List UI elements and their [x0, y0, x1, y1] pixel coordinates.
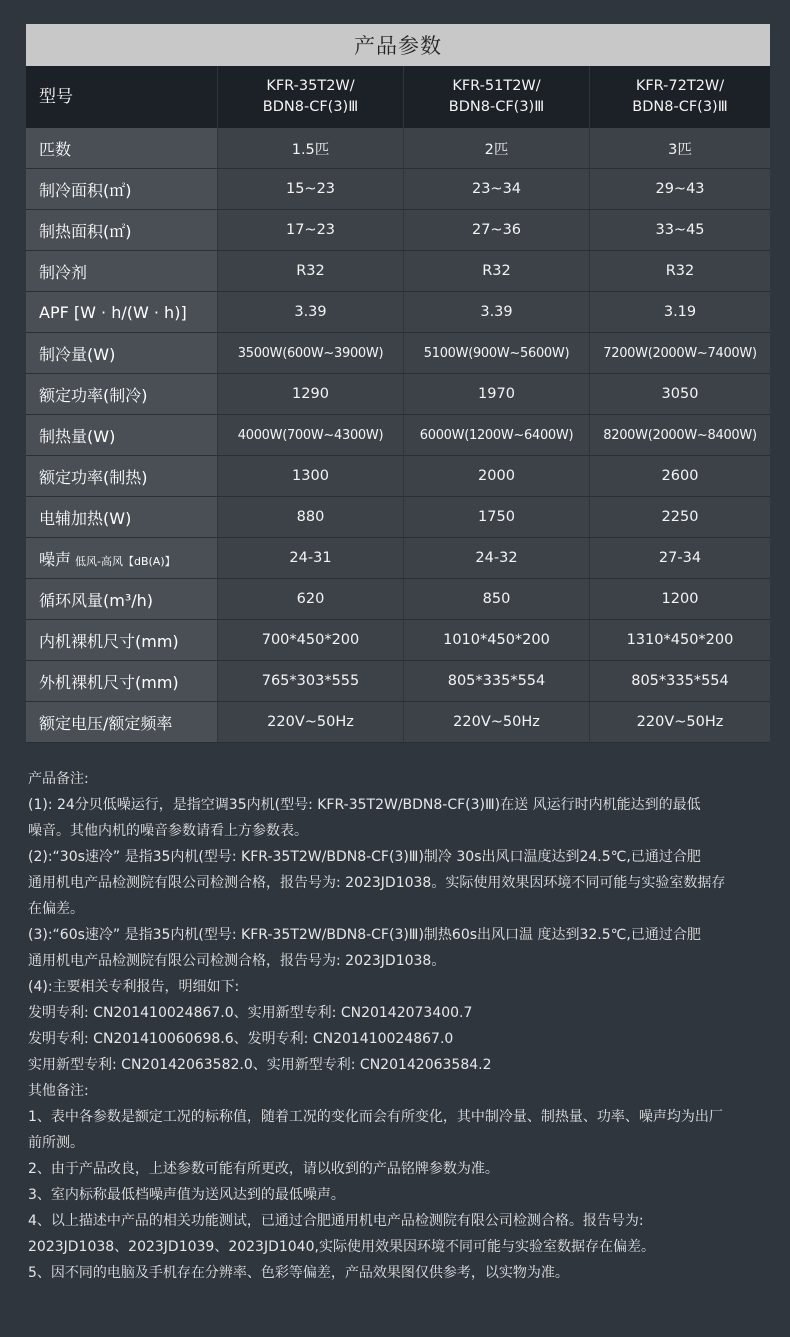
note-line: 噪音。其他内机的噪音参数请看上方参数表。	[28, 823, 308, 839]
spec-value: 1300	[217, 456, 403, 497]
spec-row	[26, 497, 770, 538]
spec-label-text: 内机裸机尺寸(mm)	[39, 631, 179, 651]
spec-label-text: 循环风量(m³/h)	[39, 590, 154, 610]
note-line: (3):“60s速冷” 是指35内机(型号: KFR-35T2W/BDN8-CF(3)Ⅲ)制热60s出风口温 度达到32.5℃,已通过合肥	[28, 927, 701, 943]
spec-label-text: 制冷剂	[39, 262, 88, 282]
spec-label	[26, 497, 217, 538]
spec-value: 1200	[589, 579, 770, 620]
spec-row	[26, 210, 770, 251]
spec-value: 17~23	[217, 210, 403, 251]
spec-value: 1010*450*200	[403, 620, 589, 661]
note-line: 其他备注:	[28, 1083, 89, 1099]
spec-row	[26, 579, 770, 620]
model-name-line: KFR-72T2W/	[635, 78, 725, 94]
spec-value: 24-31	[217, 538, 403, 579]
spec-label	[26, 210, 217, 251]
model-name	[589, 66, 770, 128]
spec-value: 15~23	[217, 169, 403, 210]
spec-label	[26, 415, 217, 456]
note-line: 发明专利: CN201410024867.0、实用新型专利: CN20142073400.7	[28, 1005, 473, 1021]
spec-label-text: APF [W · h/(W · h)]	[39, 302, 187, 322]
spec-table	[26, 66, 770, 743]
spec-value: 23~34	[403, 169, 589, 210]
spec-row	[26, 620, 770, 661]
note-line: 2、由于产品改良，上述参数可能有所更改，请以收到的产品铭牌参数为准。	[28, 1161, 499, 1177]
spec-sublabel: 低风-高风【dB(A)】	[75, 554, 176, 568]
spec-value: 620	[217, 579, 403, 620]
note-line: 产品备注:	[28, 771, 89, 787]
spec-label	[26, 251, 217, 292]
spec-value: 1970	[403, 374, 589, 415]
spec-label	[26, 374, 217, 415]
spec-value: 2600	[589, 456, 770, 497]
spec-label	[26, 702, 217, 743]
spec-value: 1310*450*200	[589, 620, 770, 661]
spec-value: 2000	[403, 456, 589, 497]
spec-value: 6000W(1200W~6400W)	[403, 415, 589, 456]
note-line: 1、表中各参数是额定工况的标称值，随着工况的变化而会有所变化，其中制冷量、制热量、功率、噪声均为出厂	[28, 1109, 723, 1125]
spec-value: 850	[403, 579, 589, 620]
spec-row	[26, 702, 770, 743]
spec-value: 700*450*200	[217, 620, 403, 661]
note-line: 3、室内标称最低档噪声值为送风达到的最低噪声。	[28, 1187, 345, 1203]
spec-label-text: 噪声	[39, 549, 72, 569]
spec-label	[26, 169, 217, 210]
spec-row	[26, 251, 770, 292]
model-name	[403, 66, 589, 128]
spec-value: 3050	[589, 374, 770, 415]
spec-value: 220V~50Hz	[403, 702, 589, 743]
spec-value: 1750	[403, 497, 589, 538]
note-line: 2023JD1038、2023JD1039、2023JD1040,实际使用效果因环境不同可能与实验室数据存在偏差。	[28, 1239, 655, 1255]
spec-label-text: 制冷量(W)	[39, 344, 116, 364]
spec-label-text: 电辅加热(W)	[39, 508, 132, 528]
spec-label-text: 额定功率(制冷)	[39, 385, 148, 405]
spec-label	[26, 661, 217, 702]
spec-value: 24-32	[403, 538, 589, 579]
spec-value: 3匹	[589, 128, 770, 169]
spec-value: 27-34	[589, 538, 770, 579]
model-name-line: KFR-51T2W/	[452, 78, 541, 94]
spec-row	[26, 415, 770, 456]
spec-value: 3500W(600W~3900W)	[217, 333, 403, 374]
spec-value: 220V~50Hz	[217, 702, 403, 743]
spec-row	[26, 128, 770, 169]
spec-value: 8200W(2000W~8400W)	[589, 415, 770, 456]
note-line: 发明专利: CN201410060698.6、发明专利: CN201410024867.0	[28, 1031, 454, 1047]
spec-label-text: 额定功率(制热)	[39, 467, 148, 487]
spec-label	[26, 333, 217, 374]
spec-value: 33~45	[589, 210, 770, 251]
spec-row	[26, 661, 770, 702]
note-line: 在偏差。	[28, 901, 84, 917]
spec-label	[26, 456, 217, 497]
spec-label	[26, 128, 217, 169]
note-line: 4、以上描述中产品的相关功能测试，已通过合肥通用机电产品检测院有限公司检测合格。报告号为:	[28, 1213, 644, 1229]
spec-label-text: 外机裸机尺寸(mm)	[39, 672, 179, 692]
spec-value: 805*335*554	[589, 661, 770, 702]
spec-title: 产品参数	[26, 24, 770, 66]
model-name-line: BDN8-CF(3)Ⅲ	[632, 99, 728, 115]
spec-panel	[26, 24, 770, 743]
spec-label-text: 制热量(W)	[39, 426, 116, 446]
spec-row	[26, 538, 770, 579]
spec-value: R32	[589, 251, 770, 292]
note-line: (1): 24分贝低噪运行，是指空调35内机(型号: KFR-35T2W/BDN8-CF(3)Ⅲ)在送 风运行时内机能达到的最低	[28, 797, 701, 813]
spec-value: 3.19	[589, 292, 770, 333]
spec-value: 5100W(900W~5600W)	[403, 333, 589, 374]
spec-row	[26, 292, 770, 333]
note-line: 5、因不同的电脑及手机存在分辨率、色彩等偏差，产品效果图仅供参考，以实物为准。	[28, 1265, 569, 1281]
spec-label-text: 制冷面积(㎡)	[39, 180, 132, 200]
model-header-label: 型号	[26, 66, 217, 128]
note-line: 通用机电产品检测院有限公司检测合格，报告号为: 2023JD1038。	[28, 953, 446, 969]
spec-value: R32	[217, 251, 403, 292]
model-name-line: BDN8-CF(3)Ⅲ	[448, 99, 545, 115]
spec-label-text: 额定电压/额定频率	[39, 713, 173, 733]
spec-label	[26, 292, 217, 333]
note-line: 实用新型专利: CN20142063582.0、实用新型专利: CN20142063584.2	[28, 1057, 492, 1073]
note-line: 前所测。	[28, 1135, 84, 1151]
spec-label	[26, 538, 217, 579]
spec-value: 29~43	[589, 169, 770, 210]
model-header-row	[26, 66, 770, 128]
spec-label-text: 匹数	[39, 139, 72, 159]
note-line: (2):“30s速冷” 是指35内机(型号: KFR-35T2W/BDN8-CF(3)Ⅲ)制冷 30s出风口温度达到24.5℃,已通过合肥	[28, 849, 701, 865]
spec-value: 4000W(700W~4300W)	[217, 415, 403, 456]
note-line: 通用机电产品检测院有限公司检测合格，报告号为: 2023JD1038。实际使用效果因环境不同可能与实验室数据存	[28, 875, 726, 891]
spec-row	[26, 333, 770, 374]
spec-value: 27~36	[403, 210, 589, 251]
spec-value: 805*335*554	[403, 661, 589, 702]
spec-value: 880	[217, 497, 403, 538]
spec-value: 1290	[217, 374, 403, 415]
spec-row	[26, 456, 770, 497]
spec-row	[26, 169, 770, 210]
spec-value: 7200W(2000W~7400W)	[589, 333, 770, 374]
spec-row	[26, 374, 770, 415]
spec-value: 220V~50Hz	[589, 702, 770, 743]
note-line: (4):主要相关专利报告，明细如下:	[28, 979, 240, 995]
spec-value: 765*303*555	[217, 661, 403, 702]
spec-label	[26, 620, 217, 661]
spec-value: 2匹	[403, 128, 589, 169]
spec-value: 3.39	[403, 292, 589, 333]
spec-label-text: 制热面积(㎡)	[39, 221, 132, 241]
model-name-line: BDN8-CF(3)Ⅲ	[262, 99, 359, 115]
spec-value: R32	[403, 251, 589, 292]
product-notes	[28, 766, 778, 1286]
spec-value: 3.39	[217, 292, 403, 333]
model-name	[217, 66, 403, 128]
model-name-line: KFR-35T2W/	[266, 78, 355, 94]
spec-value: 1.5匹	[217, 128, 403, 169]
spec-value: 2250	[589, 497, 770, 538]
spec-label	[26, 579, 217, 620]
